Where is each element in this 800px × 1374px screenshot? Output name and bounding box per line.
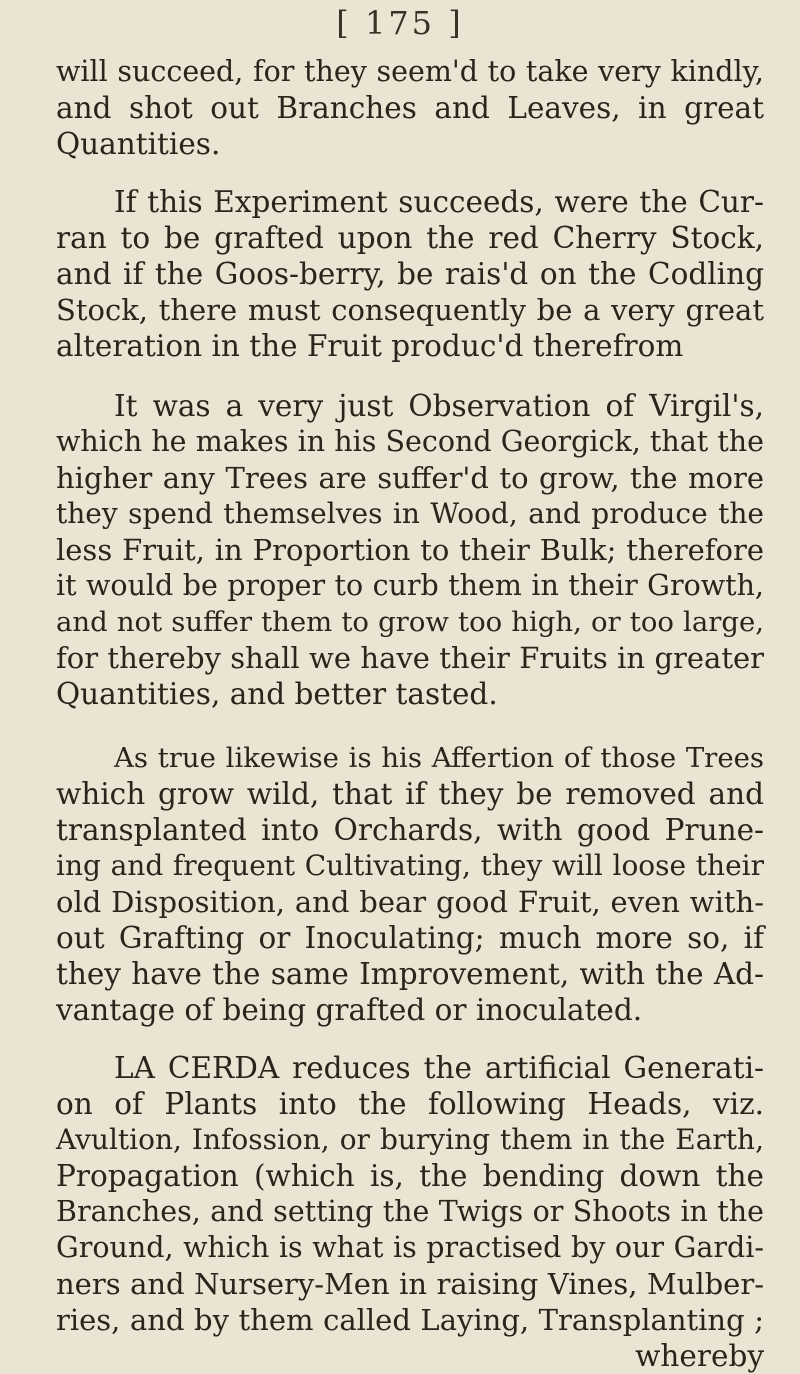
text-line: and not suffer them to grow too high, or too large, <box>56 606 764 638</box>
paragraph-5 <box>56 1050 764 1374</box>
text-line: ners and Nursery-Men in raising Vines, Mulber- <box>56 1267 764 1301</box>
text-line: which grow wild, that if they be removed and <box>56 777 764 811</box>
text-line: It was a very just Observation of Virgil's, <box>114 389 764 423</box>
text-line: less Fruit, in Proportion to their Bulk; therefore <box>56 533 764 567</box>
text-line: out Grafting or Inoculating; much more so, if <box>56 921 764 955</box>
text-line: transplanted into Orchards, with good Prune- <box>56 813 764 847</box>
text-line: Branches, and setting the Twigs or Shoots in the <box>56 1195 764 1228</box>
text-line: and shot out Branches and Leaves, in great <box>56 91 764 125</box>
text-line: Ground, which is what is practised by our Gardi- <box>56 1231 764 1264</box>
paragraph-3 <box>56 388 764 712</box>
text-line: Avultion, Infossion, or burying them in the Earth, <box>56 1123 764 1156</box>
paragraph-4 <box>56 740 764 1028</box>
paragraph-2 <box>56 184 764 364</box>
page-number: [ 175 ] <box>336 4 464 42</box>
text-line: Quantities, and better tasted. <box>56 677 498 711</box>
text-line: vantage of being grafted or inoculated. <box>56 993 643 1027</box>
text-line: and if the Goos-berry, be rais'd on the Codling <box>56 257 764 291</box>
text-line: As true likewise is his Affertion of those Trees <box>114 742 764 774</box>
text-line: on of Plants into the following Heads, viz. <box>56 1087 764 1121</box>
text-line: which he makes in his Second Georgick, that the <box>56 425 764 458</box>
text-line: Propagation (which is, the bending down the <box>56 1159 764 1193</box>
text-line: ran to be grafted upon the red Cherry Stock, <box>56 221 764 255</box>
text-line: Stock, there must consequently be a very great <box>56 293 764 327</box>
text-line: they have the same Improvement, with the Ad- <box>56 957 764 991</box>
text-line: it would be proper to curb them in their Growth, <box>56 569 764 602</box>
catchword: whereby <box>635 1339 764 1373</box>
text-line: will succeed, for they seem'd to take very kindly, <box>56 55 764 88</box>
text-line: higher any Trees are suffer'd to grow, the more <box>56 461 764 495</box>
paragraph-1 <box>56 54 764 162</box>
text-line: they spend themselves in Wood, and produce the <box>56 497 764 530</box>
text-line: ries, and by them called Laying, Transplanting ; <box>56 1303 764 1337</box>
text-line: If this Experiment succeeds, were the Cur- <box>114 185 764 219</box>
text-line: ing and frequent Cultivating, they will loose their <box>56 849 764 882</box>
text-line: Quantities. <box>56 127 221 161</box>
text-line: for thereby shall we have their Fruits in greater <box>56 641 764 675</box>
text-line: old Disposition, and bear good Fruit, even with- <box>56 885 764 919</box>
text-line: LA CERDA reduces the artificial Generati- <box>114 1051 764 1085</box>
text-line: alteration in the Fruit produc'd therefrom <box>56 329 684 363</box>
